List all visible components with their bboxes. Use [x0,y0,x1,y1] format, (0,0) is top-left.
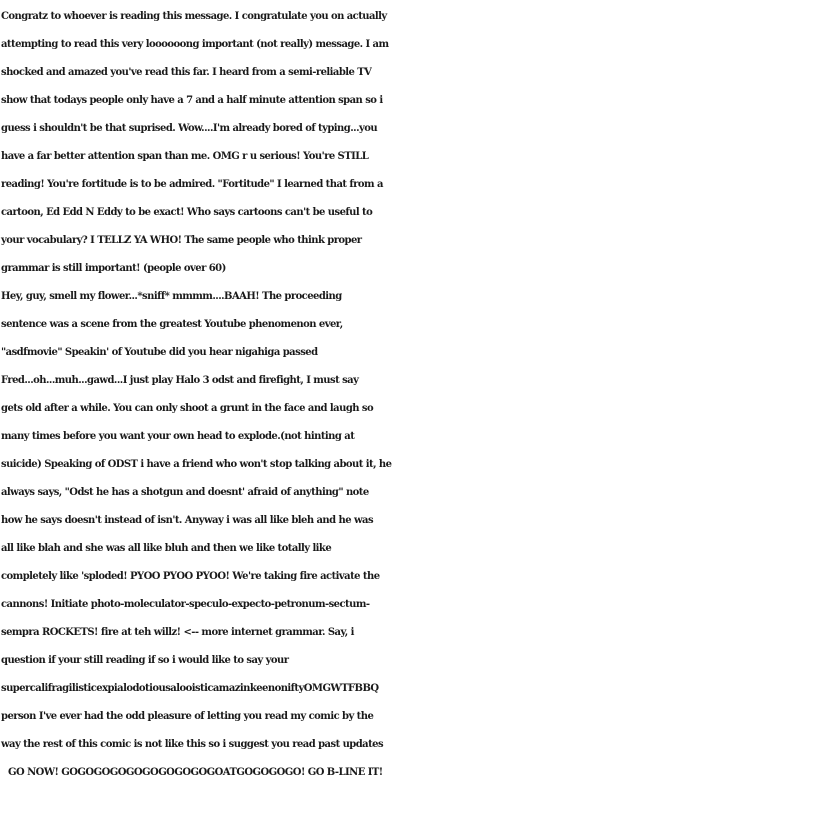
message-closing-line: GO NOW! GOGOGOGOGOGOGOGOGOGOATGOGOGOGO! GO B-LINE IT! [8,767,383,778]
message-line: "asdfmovie" Speakin' of Youtube did you hear nigahiga passed [1,347,318,358]
message-line: supercalifragilisticexpialodotiousalooisticamazinkeenoniftyOMGWTFBBQ [1,683,379,694]
message-line: grammar is still important! (people over 60) [1,263,226,274]
message-line: reading! You're fortitude is to be admired. "Fortitude" I learned that from a [1,179,383,190]
message-line: Congratz to whoever is reading this message. I congratulate you on actually [1,11,387,22]
message-line: always says, "Odst he has a shotgun and doesnt' afraid of anything" note [1,487,369,498]
message-line: person I've ever had the odd pleasure of letting you read my comic by the [1,711,374,722]
message-line: all like blah and she was all like bluh and then we like totally like [1,543,332,554]
message-line: suicide) Speaking of ODST i have a friend who won't stop talking about it, he [1,459,392,470]
message-line: way the rest of this comic is not like this so i suggest you read past updates [1,739,384,750]
message-line: Hey, guy, smell my flower...*sniff* mmmm....BAAH! The proceeding [1,291,342,302]
message-line: show that todays people only have a 7 and a half minute attention span so i [1,95,383,106]
message-line: many times before you want your own head to explode.(not hinting at [1,431,355,442]
message-line: your vocabulary? I TELLZ YA WHO! The same people who think proper [1,235,362,246]
message-line: sempra ROCKETS! fire at teh willz! <-- more internet grammar. Say, i [1,627,354,638]
message-text-block [0,3,832,787]
message-line: Fred...oh...muh...gawd...I just play Halo 3 odst and firefight, I must say [1,375,359,386]
message-line: sentence was a scene from the greatest Youtube phenomenon ever, [1,319,343,330]
message-line: how he says doesn't instead of isn't. Anyway i was all like bleh and he was [1,515,374,526]
message-line: completely like 'sploded! PYOO PYOO PYOO! We're taking fire activate the [1,571,380,582]
message-line: cannons! Initiate photo-moleculator-speculo-expecto-petronum-sectum- [1,599,370,610]
message-line: attempting to read this very loooooong important (not really) message. I am [1,39,389,50]
message-line: have a far better attention span than me. OMG r u serious! You're STILL [1,151,369,162]
message-line: gets old after a while. You can only shoot a grunt in the face and laugh so [1,403,374,414]
message-line: cartoon, Ed Edd N Eddy to be exact! Who says cartoons can't be useful to [1,207,373,218]
message-line: shocked and amazed you've read this far. I heard from a semi-reliable TV [1,67,372,78]
message-line: question if your still reading if so i would like to say your [1,655,289,666]
message-line: guess i shouldn't be that suprised. Wow....I'm already bored of typing...you [1,123,378,134]
